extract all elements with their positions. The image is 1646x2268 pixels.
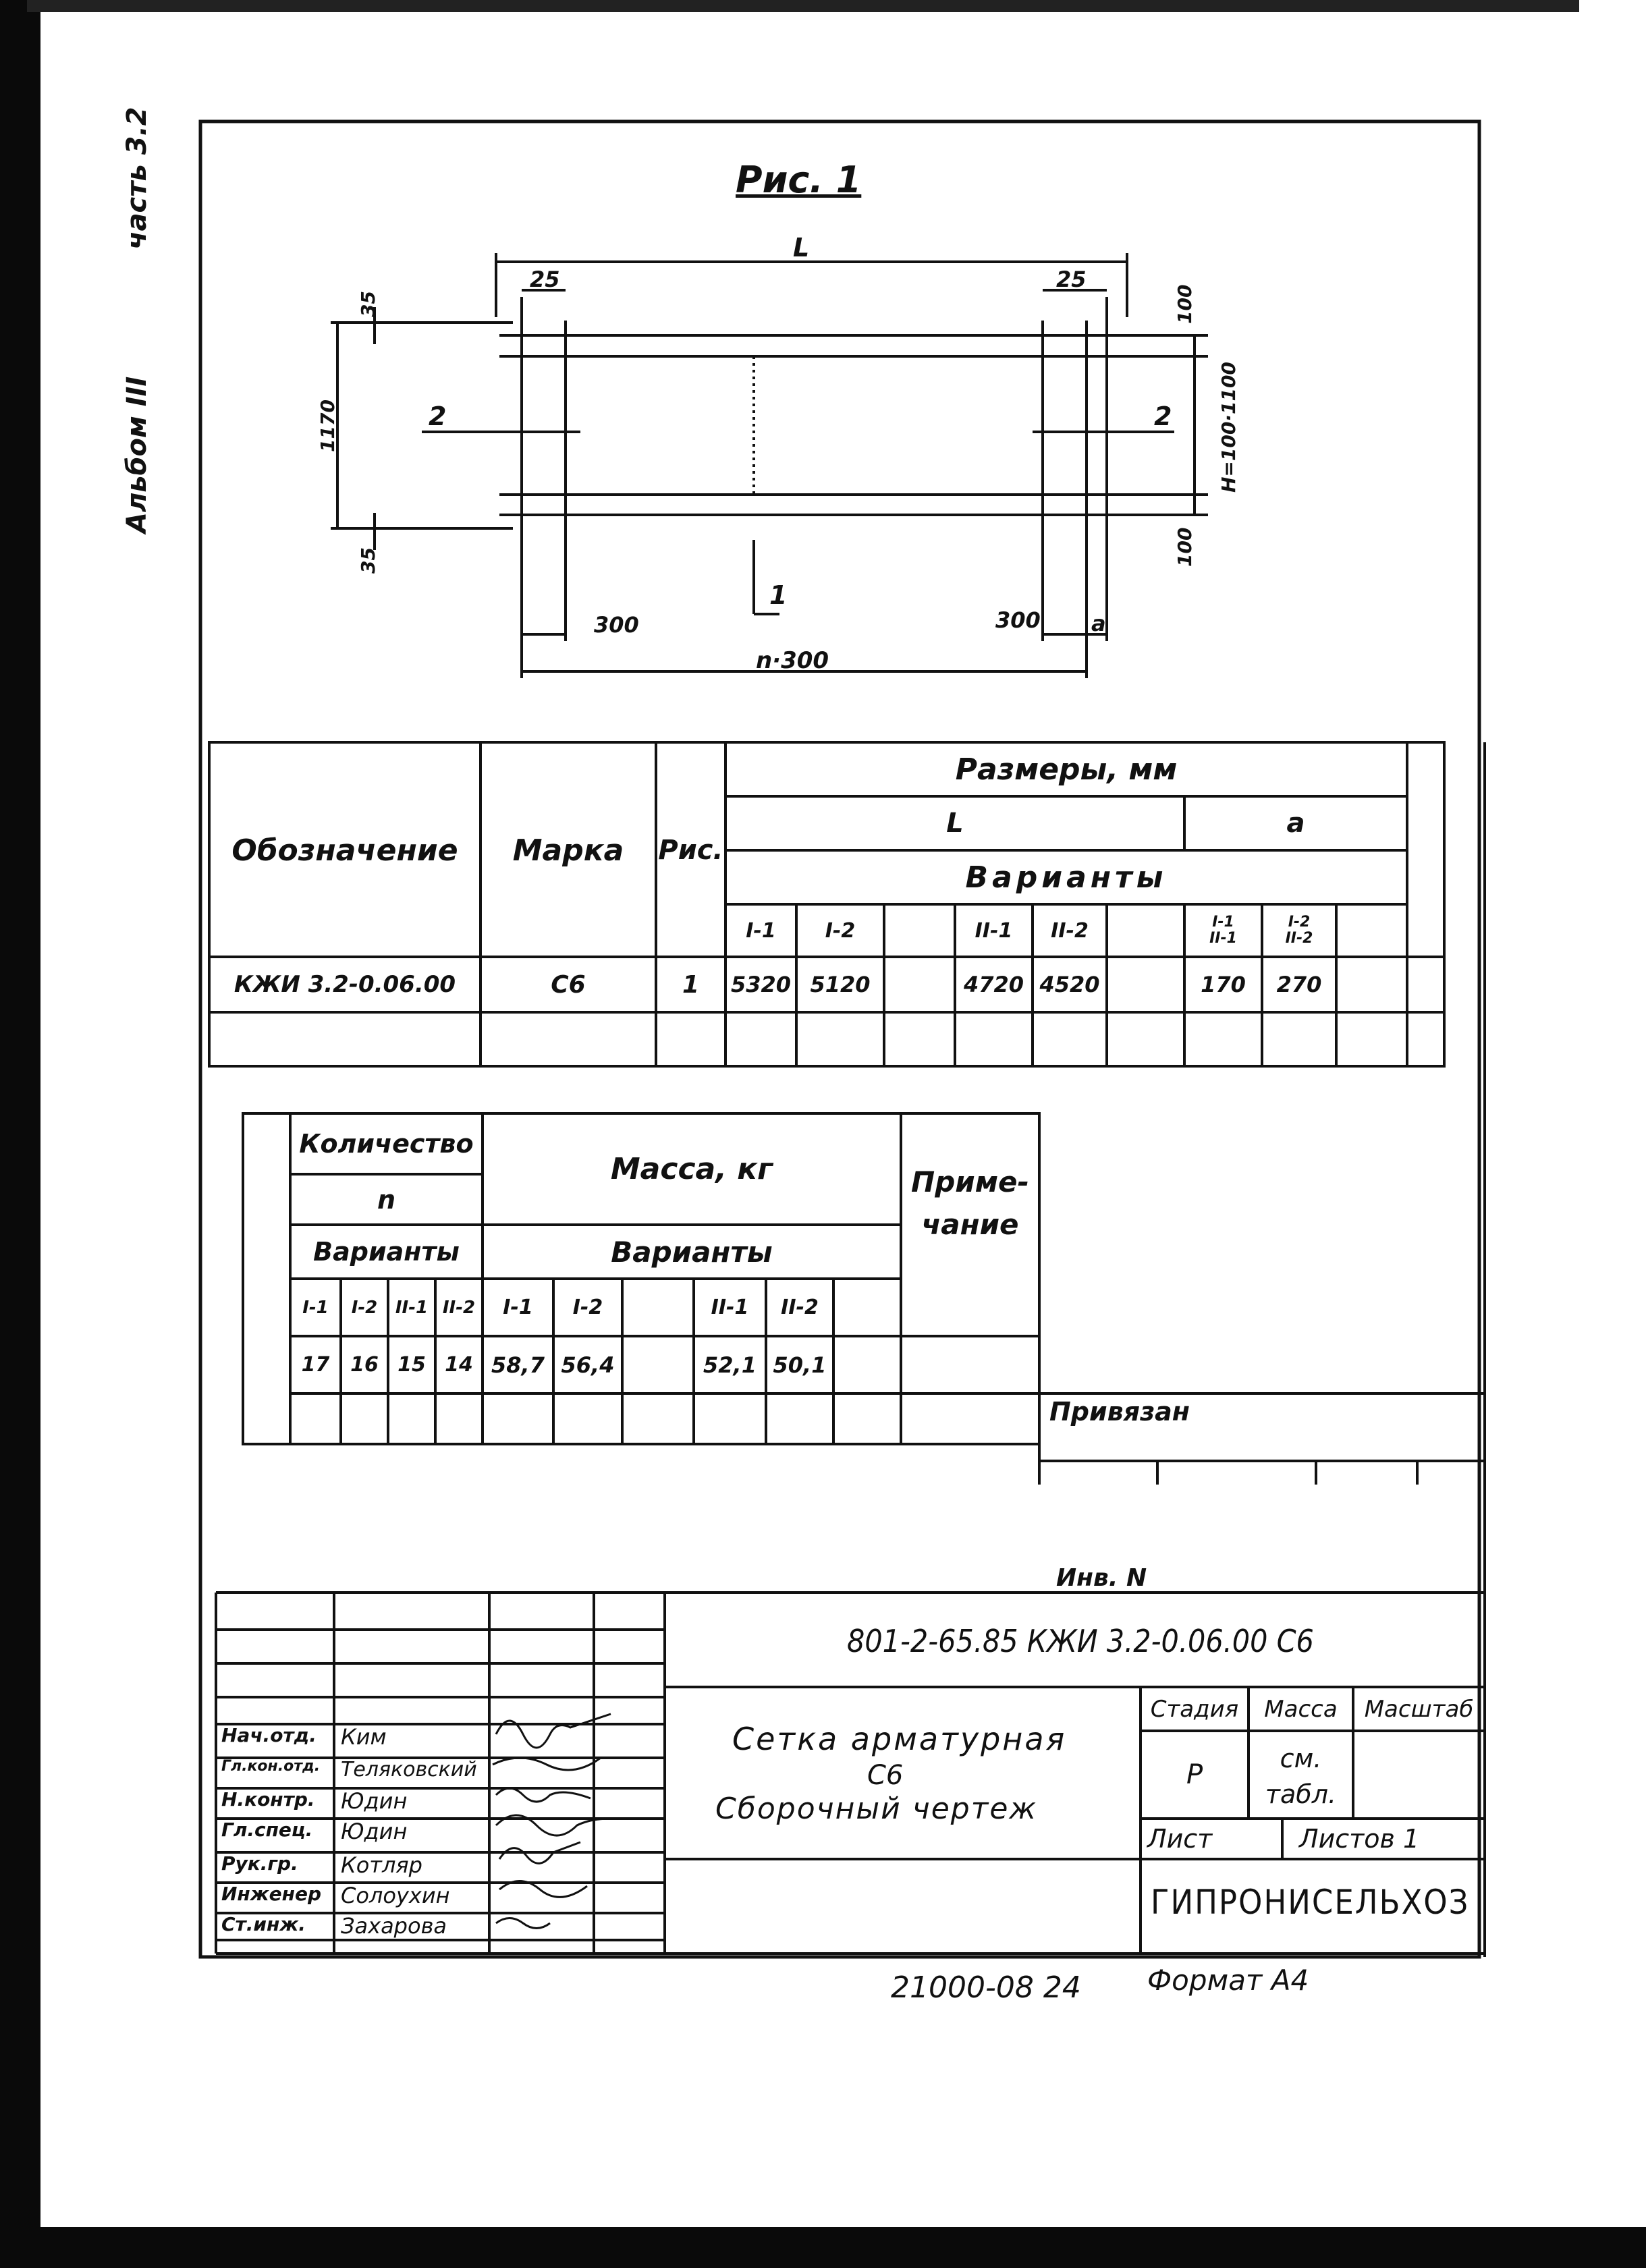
qty-h-mass: Масса, кг [610,1152,773,1186]
qty-h-var1: Варианты [313,1237,460,1267]
person-role: Гл.спец. [221,1819,313,1841]
qty-val: 56,4 [561,1352,615,1378]
list-label: Лист [1147,1824,1213,1854]
person-name: Ким [341,1724,387,1750]
spec-h-ris: Рис. [658,835,723,866]
mark-1: 1 [769,580,788,610]
qty-col: I-2 [351,1297,378,1318]
listov-label: Листов 1 [1299,1824,1420,1854]
spec-val: 5320 [730,972,792,997]
footer-format: Формат А4 [1147,1964,1309,1997]
dim-100-bottom: 100 [1174,527,1196,567]
spec-var-col: I-1 [746,918,776,943]
qty-col: II-2 [781,1296,819,1319]
massa-value [1249,1741,1353,1813]
dim-a: a [1091,611,1106,636]
qty-h-prim-line2: чание [921,1208,1019,1241]
side-part: часть 3.2 [121,107,153,250]
privyazan-label: Привязан [1049,1397,1190,1427]
spec-val: 270 [1276,972,1322,997]
person-name: Солоухин [341,1883,450,1908]
figure-title: Рис. 1 [736,159,862,201]
stadia-value: Р [1186,1759,1203,1790]
spec-h-sizes: Размеры, мм [955,752,1178,787]
spec-val: 4520 [1039,972,1100,997]
org-name: ГИПРОНИСЕЛЬХОЗ [1151,1883,1470,1922]
doc-name-1: Сетка арматурная [732,1721,1067,1757]
h-massa: Масса [1264,1695,1338,1723]
person-role: Н.контр. [221,1788,315,1810]
person-name: Котляр [341,1852,422,1878]
qty-val: 16 [350,1353,379,1377]
qty-col: I-1 [302,1297,329,1318]
qty-h-n: n [377,1184,396,1215]
qty-val: 50,1 [773,1352,827,1378]
spec-h-a: a [1286,808,1305,839]
spec-row-ris: 1 [682,970,700,999]
dim-1170: 1170 [317,399,339,452]
person-role: Инженер [221,1883,322,1905]
qty-col: II-2 [442,1297,476,1318]
qty-col: I-1 [503,1296,533,1319]
qty-col: II-1 [711,1296,749,1319]
dim-100-top: 100 [1174,284,1196,324]
footer-number: 21000-08 24 [891,1970,1081,2005]
person-name: Юдин [341,1788,408,1814]
spec-var-col: I-2 [825,918,856,943]
spec-h-oboz: Обозначение [231,833,458,868]
qty-h-prim-line1: Приме- [911,1165,1029,1198]
dim-h-formula: H=100·1100 [1217,362,1240,493]
qty-val: 14 [445,1353,473,1377]
person-role: Ст.инж. [221,1913,306,1935]
spec-val: 4720 [963,972,1024,997]
h-masshtab: Масштаб [1364,1695,1474,1723]
qty-h-kol: Количество [299,1129,474,1159]
spec-val: 5120 [810,972,871,997]
side-album: Альбом III [121,376,153,533]
massa-line2: табл. [1265,1779,1337,1810]
person-name: Юдин [341,1819,408,1844]
person-role: Гл.кон.отд. [221,1758,321,1775]
doc-code: 801-2-65.85 КЖИ 3.2-0.06.00 С6 [847,1623,1314,1659]
dim-35-top: 35 [357,291,379,317]
inv-label: Инв. N [1056,1564,1147,1592]
spec-h-var: Варианты [965,860,1168,895]
dim-25-right: 25 [1056,267,1087,292]
person-name: Захарова [341,1913,447,1939]
spec-var-col: I-1 II-1 [1209,913,1237,947]
spec-var-col: I-2 II-2 [1285,913,1313,947]
qty-val: 17 [301,1353,330,1377]
qty-col: II-1 [395,1297,429,1318]
spec-val: 170 [1201,972,1246,997]
qty-val: 52,1 [703,1352,757,1378]
person-role: Нач.отд. [221,1724,317,1746]
qty-col: I-2 [572,1296,603,1319]
doc-name-3: Сборочный чертеж [715,1792,1038,1826]
dim-300-right: 300 [995,607,1041,633]
spec-h-L: L [946,808,964,839]
dim-n-formula: n·300 [756,647,829,674]
signatures [489,1707,665,1950]
doc-name-2: С6 [867,1760,904,1791]
spec-row-oboz: КЖИ 3.2-0.06.00 [234,971,456,998]
qty-h-var2: Варианты [611,1235,773,1269]
dim-300-left: 300 [594,612,639,638]
spec-var-col: II-2 [1051,918,1089,943]
dim-35-bottom: 35 [357,547,379,574]
person-role: Рук.гр. [221,1852,298,1875]
spec-var-col: II-1 [975,918,1013,943]
spec-h-marka: Марка [512,833,624,868]
qty-val: 58,7 [491,1352,545,1378]
mark-2-right: 2 [1154,402,1172,431]
mark-2-left: 2 [429,402,447,431]
h-stadia: Стадия [1150,1695,1239,1723]
spec-row-marka: С6 [551,970,586,999]
dim-25-left: 25 [530,267,560,292]
person-name: Теляковский [341,1758,477,1781]
qty-val: 15 [397,1353,426,1377]
massa-line1: см. [1280,1744,1322,1773]
dim-L: L [793,233,810,262]
